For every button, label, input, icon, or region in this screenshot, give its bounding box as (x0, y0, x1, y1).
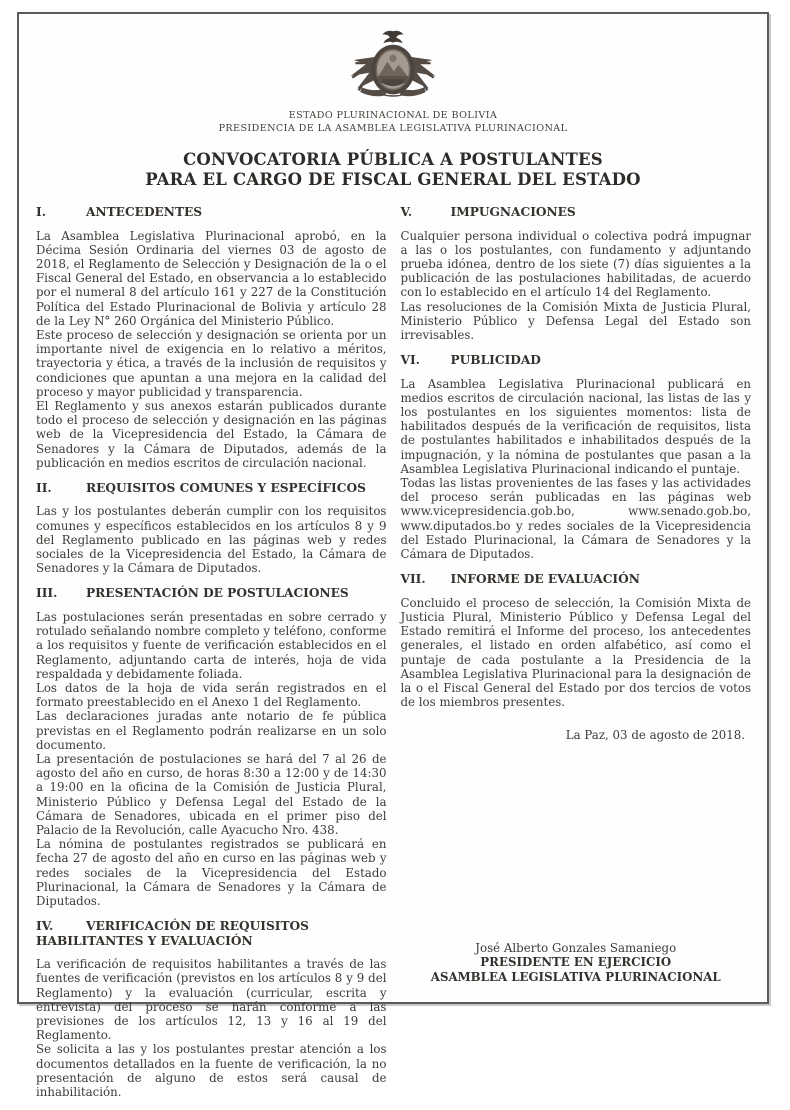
section-number: III. (36, 586, 58, 601)
section-title: PUBLICIDAD (450, 353, 541, 368)
section-heading (36, 586, 387, 601)
section-heading (36, 919, 387, 948)
section-heading (401, 353, 752, 368)
paragraph: Los datos de la hoja de vida serán registrados en el formato preestablecido en el Anexo 1 del Reglamento. (36, 680, 387, 710)
section-impugnaciones (401, 205, 752, 342)
section-requisitos (36, 481, 387, 576)
section-heading (401, 205, 752, 220)
section-verificacion (36, 919, 387, 1099)
section-publicidad (401, 353, 752, 561)
section-heading (36, 481, 387, 496)
paragraph: Se solicita a las y los postulantes prestar atención a los documentos detallados en la fuente de verificación, la no presentación de alguno de estos será causal de inhabilitación. (36, 1042, 387, 1100)
section-title: INFORME DE EVALUACIÓN (450, 572, 640, 587)
section-title: ANTECEDENTES (86, 205, 203, 219)
paragraph: La nómina de postulantes registrados se publicará en fecha 27 de agosto del año en curso en las páginas web y redes sociales de la Vicepresidencia del Estado Plurinacional, la Cámara de Senadores y la Cámara de Diputados. (36, 837, 387, 909)
document-title-line2: PARA EL CARGO DE FISCAL GENERAL DEL ESTADO (145, 169, 641, 189)
paragraph: La verificación de requisitos habilitantes a través de las fuentes de verificación (previstos en los artículos 8 y 9 del Reglamento) y la evaluación (curricular, escrita y entrevista) del proceso se harán conforme a las previsiones de los artículos 12, 13 y 16 al 19 del Reglamento. (36, 957, 387, 1043)
section-informe (401, 572, 752, 709)
document-header (19, 14, 767, 189)
paragraph: Las resoluciones de la Comisión Mixta de Justicia Plural, Ministerio Público y Defensa Legal del Estado son irrevisables. (400, 299, 751, 342)
paragraph: La presentación de postulaciones se hará del 7 al 26 de agosto del año en curso, de horas 8:30 a 12:00 y de 14:30 a 19:00 en la oficina de la Comisión de Justicia Plural, Ministerio Público y Defensa Legal del Estado de la Cámara de Senadores, ubicada en el primer piso del Palacio de la Revolución, calle Ayacucho Nro. 438. (36, 752, 387, 838)
section-number: VI. (400, 353, 420, 368)
left-column (36, 205, 387, 1110)
section-title: REQUISITOS COMUNES Y ESPECÍFICOS (86, 480, 366, 495)
document-title (19, 150, 767, 189)
section-antecedentes (36, 205, 387, 470)
signatory-organization: ASAMBLEA LEGISLATIVA PLURINACIONAL (430, 969, 721, 984)
paragraph: Cualquier persona individual o colectiva podrá impugnar a las o los postulantes, con fundamento y adjuntando prueba idónea, dentro de los siete (7) días siguientes a la publicación de las postulaciones habilitadas, de acuerdo con lo establecido en el artículo 14 del Reglamento. (400, 228, 751, 300)
document-title-line1: CONVOCATORIA PÚBLICA A POSTULANTES (183, 150, 603, 169)
org-line-state: ESTADO PLURINACIONAL DE BOLIVIA (288, 110, 498, 121)
paragraph: La Asamblea Legislativa Plurinacional publicará en medios escritos de circulación nacional, las listas de las y los postulantes en los siguientes momentos: lista de habilitados después de la verificación de requisitos, lista de postulantes habilitados e inhabilitados después de la impugnación, y la nómina de postulantes que pasan a la Asamblea Legislativa Plurinacional indicando el puntaje. (400, 376, 751, 476)
section-heading (36, 205, 387, 220)
document-page-border (17, 12, 769, 1100)
bolivia-coat-of-arms-icon (341, 28, 445, 104)
paragraph: Las declaraciones juradas ante notario de fe pública previstas en el Reglamento podrán realizarse en un solo documento. (36, 709, 387, 752)
signatory-name: José Alberto Gonzales Samaniego (475, 940, 677, 955)
paragraph: Las postulaciones serán presentadas en sobre cerrado y rotulado señalando nombre completo y teléfono, conforme a los requisitos y fuente de verificación establecidos en el Reglamento, adjuntando carta de interés, hoja de vida respaldada y debidamente foliada. (36, 609, 387, 681)
section-number: V. (400, 205, 413, 219)
paragraph: Concluido el proceso de selección, la Comisión Mixta de Justicia Plural, Ministerio Público y Defensa Legal del Estado remitirá el Informe del proceso, los antecedentes generales, el listado en orden alfabético, así como el puntaje de cada postulante a la Presidencia de la Asamblea Legislativa Plurinacional para la designación de la o el Fiscal General del Estado por dos tercios de votos de los miembros presentes. (400, 595, 751, 710)
section-title: IMPUGNACIONES (450, 205, 576, 219)
document-body-columns (36, 205, 751, 1110)
org-line-presidency: PRESIDENCIA DE LA ASAMBLEA LEGISLATIVA PLURINACIONAL (218, 122, 568, 134)
section-title: PRESENTACIÓN DE POSTULACIONES (86, 586, 349, 601)
issuing-organization (19, 110, 767, 135)
section-title: VERIFICACIÓN DE REQUISITOS HABILITANTES Y EVALUACIÓN (36, 919, 309, 948)
paragraph: Este proceso de selección y designación se orienta por un importante nivel de exigencia en lo relativo a méritos, trayectoria y ética, a través de la inclusión de requisitos y condiciones que apuntan a una mejora en la calidad del proceso y mayor publicidad y transparencia. (36, 327, 387, 399)
section-presentacion (36, 586, 387, 908)
signature-block (401, 941, 752, 985)
section-number: II. (36, 480, 52, 495)
section-number: I. (36, 205, 46, 219)
right-column (401, 205, 752, 1110)
paragraph: Las y los postulantes deberán cumplir con los requisitos comunes y específicos establecidos en los artículos 8 y 9 del Reglamento publicado en las páginas web y redes sociales de la Vicepresidencia del Estado, la Cámara de Senadores y la Cámara de Diputados. (36, 504, 387, 576)
paragraph: Todas las listas provenientes de las fases y las actividades del proceso serán publicadas en las páginas web www.vicepresidencia.gob.bo, www.senado.gob.bo, www.diputados.bo y redes sociales de la Vicepresidencia del Estado Plurinacional, la Cámara de Senadores y la Cámara de Diputados. (400, 476, 751, 562)
paragraph: El Reglamento y sus anexos estarán publicados durante todo el proceso de selección y designación en las páginas web de la Vicepresidencia del Estado, la Cámara de Senadores y la Cámara de Diputados, además de la publicación en medios escritos de circulación nacional. (36, 398, 387, 470)
section-number: VII. (400, 572, 426, 587)
section-number: IV. (36, 919, 54, 934)
signatory-role: PRESIDENTE EN EJERCICIO (480, 955, 672, 970)
paragraph: La Asamblea Legislativa Plurinacional aprobó, en la Décima Sesión Ordinaria del viernes 03 de agosto de 2018, el Reglamento de Selección y Designación de la o el Fiscal General del Estado, en observancia a lo establecido por el numeral 8 del artículo 161 y 227 de la Constitución Política del Estado Plurinacional de Bolivia y artículo 28 de la Ley N° 260 Orgánica del Ministerio Público. (36, 228, 387, 328)
section-heading (401, 572, 752, 587)
dateline: La Paz, 03 de agosto de 2018. (565, 728, 745, 743)
